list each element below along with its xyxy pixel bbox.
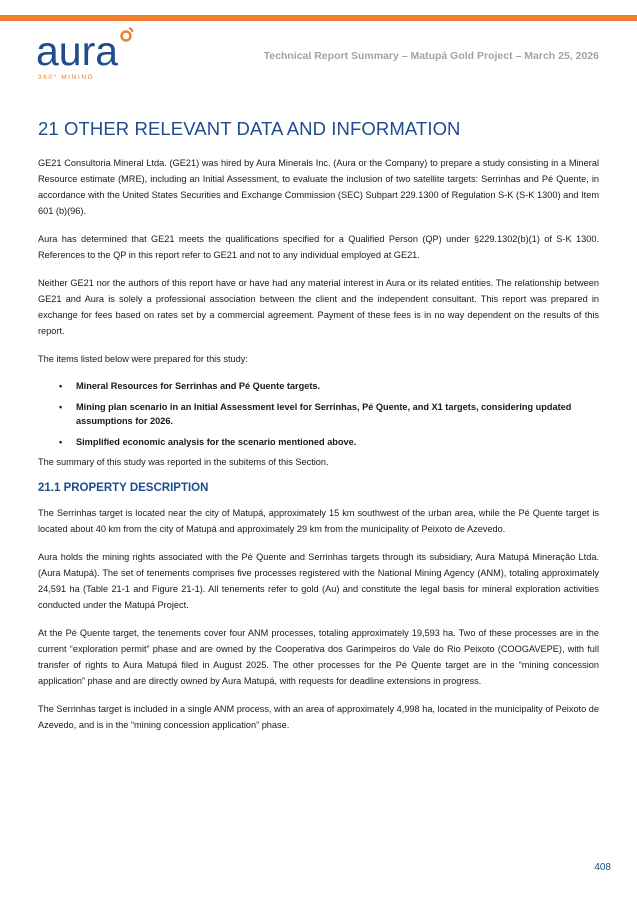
page-content <box>38 118 599 745</box>
aura-logo <box>36 27 146 85</box>
list-item: • Mineral Resources for Serrinhas and Pé Quente targets. <box>59 381 321 391</box>
section-heading: 21 OTHER RELEVANT DATA AND INFORMATION <box>38 118 461 139</box>
logo-wordmark: aura <box>36 28 119 74</box>
logo-ring-icon <box>120 25 136 45</box>
summary-paragraph: The summary of this study was reported in the subitems of this Section. <box>38 457 329 467</box>
study-items-list <box>38 379 599 449</box>
document-title: Technical Report Summary – Matupá Gold Project – March 25, 2026 <box>263 50 599 62</box>
page-number: 408 <box>594 862 611 873</box>
paragraph: The Serrinhas target is included in a single ANM process, with an area of approximately 4,998 ha, located in the municipality of Peixoto de Azevedo, and is in the “mining concession application” phase. <box>38 704 599 730</box>
list-item: • Simplified economic analysis for the scenario mentioned above. <box>59 437 357 447</box>
bullet-icon: • <box>59 402 63 412</box>
paragraph: The Serrinhas target is located near the city of Matupá, approximately 15 km southwest of the urban area, while the Pé Quente target is located about 40 km from the city of Matupá and approximately 29 km from the municipality of Peixoto de Azevedo. <box>38 508 599 534</box>
paragraph: Neither GE21 nor the authors of this report have or have had any material interest in Aura or its related entities. The relationship between GE21 and Aura is solely a professional association between the client and the independent consultant. This report was prepared in exchange for fees based on rates set by a commercial agreement. Payment of these fees is in no way dependent on the results of this report. <box>38 278 599 336</box>
paragraph: Aura holds the mining rights associated with the Pé Quente and Serrinhas targets through its subsidiary, Aura Matupá Mineração Ltda. (Aura Matupá). The set of tenements comprises five processes registered with the National Mining Agency (ANM), totaling approximately 24,591 ha (Table 21-1 and Figure 21-1). All tenements refer to gold (Au) and constitute the legal basis for mineral exploration activities conducted under the Matupá Project. <box>38 552 599 610</box>
paragraph: Aura has determined that GE21 meets the qualifications specified for a Qualified Person (QP) under §229.1302(b)(1) of S-K 1300. References to the QP in this report refer to GE21 and not to any individual employed at GE21. <box>38 234 599 260</box>
bullet-icon: • <box>59 381 63 391</box>
bullet-icon: • <box>59 437 63 447</box>
subsection-heading: 21.1 PROPERTY DESCRIPTION <box>38 482 209 494</box>
paragraph: GE21 Consultoria Mineral Ltda. (GE21) was hired by Aura Minerals Inc. (Aura or the Company) to prepare a study consisting in a Mineral Resource estimate (MRE), including an Initial Assessment, to evaluate the inclusion of two satellite targets: Serrinhas and Pé Quente, in accordance with the United States Securities and Exchange Commission (SEC) Subpart 229.1300 of Regulation S-K (S-K 1300) and Item 601 (b)(96). <box>38 158 599 216</box>
paragraph: The items listed below were prepared for this study: <box>38 354 248 364</box>
list-item: • Mining plan scenario in an Initial Assessment level for Serrinhas, Pé Quente, and X1 targets, considering updated assumptions for 2026. <box>59 402 572 426</box>
paragraph: At the Pé Quente target, the tenements cover four ANM processes, totaling approximately 19,593 ha. Two of these processes are in the current “exploration permit” phase and are owned by the Cooperativa dos Garimpeiros do Vale do Rio Peixoto (COOGAVEPE), with full transfer of rights to Aura Matupá filed in August 2025. The other processes for the Pé Quente target are in the “mining concession application” phase and are directly owned by Aura Matupá, with requests for deadline extensions in progress. <box>38 628 599 686</box>
header-accent-bar <box>0 15 637 21</box>
logo-tagline: 360° MINING <box>38 74 95 81</box>
